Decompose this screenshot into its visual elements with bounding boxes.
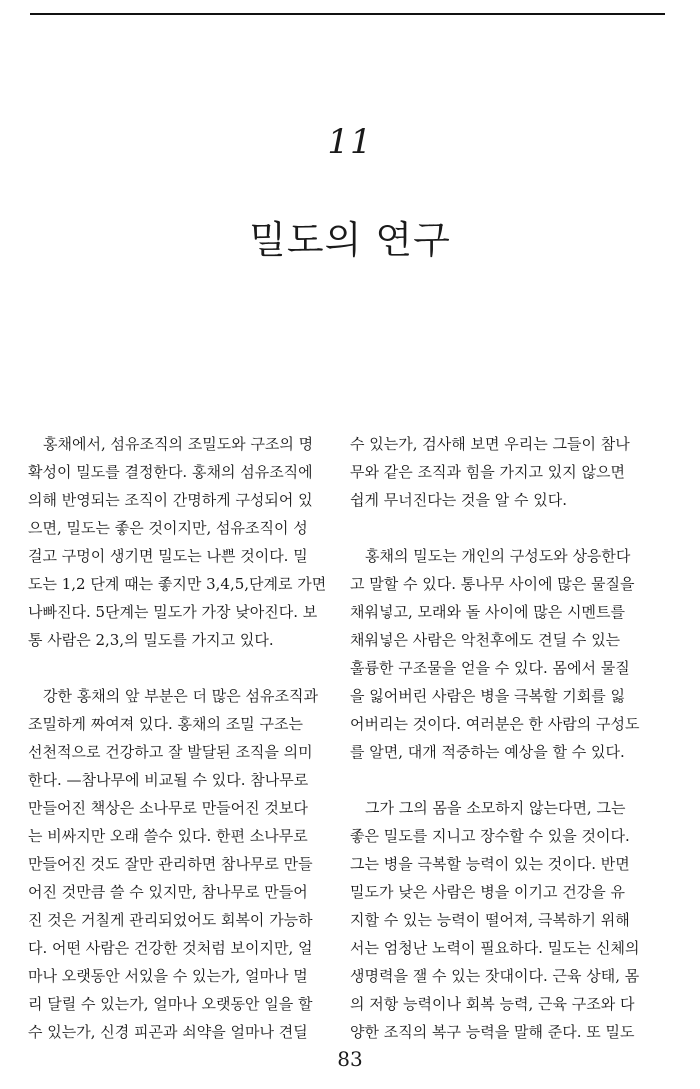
text-line: 의해 반영되는 조직이 간명하게 구성되어 있 xyxy=(28,491,313,509)
text-line: 다. 어떤 사람은 건강한 것처럼 보이지만, 얼 xyxy=(28,939,313,957)
text-line: 걸고 구멍이 생기면 밀도는 나쁜 것이다. 밀 xyxy=(28,547,308,565)
text-line: 통 사람은 2,3,의 밀도를 가지고 있다. xyxy=(28,631,274,649)
text-line: 어진 것만큼 쓸 수 있지만, 참나무로 만들어 xyxy=(28,883,308,901)
right-paragraph-3 xyxy=(350,794,655,1046)
text-line: 채워넣은 사람은 악천후에도 견딜 수 있는 xyxy=(350,631,621,649)
text-line: 훌륭한 구조물을 얻을 수 있다. 몸에서 물질 xyxy=(350,659,630,677)
text-line: 만들어진 것도 잘만 관리하면 참나무로 만들 xyxy=(28,855,313,873)
paragraph-gap xyxy=(350,514,655,542)
top-rule xyxy=(30,13,665,15)
text-line: 생명력을 잴 수 있는 잣대이다. 근육 상태, 몸 xyxy=(350,967,640,985)
text-line: 진 것은 거칠게 관리되었어도 회복이 가능하 xyxy=(28,911,313,929)
text-line: 그는 병을 극복할 능력이 있는 것이다. 반면 xyxy=(350,855,630,873)
text-line: 한다. —참나무에 비교될 수 있다. 참나무로 xyxy=(28,771,309,789)
text-line: 으면, 밀도는 좋은 것이지만, 섬유조직이 성 xyxy=(28,519,308,537)
text-line: 밀도가 낮은 사람은 병을 이기고 건강을 유 xyxy=(350,883,625,901)
text-line: 홍채의 밀도는 개인의 구성도와 상응한다 xyxy=(365,547,631,565)
text-line: 선천적으로 건강하고 잘 발달된 조직을 의미 xyxy=(28,743,313,761)
right-paragraph-2 xyxy=(350,542,655,766)
text-line: 강한 홍채의 앞 부분은 더 많은 섬유조직과 xyxy=(43,687,318,705)
text-line: 마나 오랫동안 서있을 수 있는가, 얼마나 멀 xyxy=(28,967,308,985)
text-line: 양한 조직의 복구 능력을 말해 준다. 또 밀도 xyxy=(350,1023,635,1041)
text-line: 좋은 밀도를 지니고 장수할 수 있을 것이다. xyxy=(350,827,630,845)
chapter-title: 밀도의 연구 xyxy=(249,218,451,262)
text-line: 쉽게 무너진다는 것을 알 수 있다. xyxy=(350,491,567,509)
left-paragraph-2 xyxy=(28,682,330,1046)
left-paragraph-1 xyxy=(28,430,330,654)
text-line: 리 달릴 수 있는가, 얼마나 오랫동안 일을 할 xyxy=(28,995,313,1013)
text-line: 홍채에서, 섬유조직의 조밀도와 구조의 명 xyxy=(43,435,314,453)
text-line: 무와 같은 조직과 힘을 가지고 있지 않으면 xyxy=(350,463,625,481)
left-column xyxy=(28,430,330,1046)
text-line: 도는 1,2 단계 때는 좋지만 3,4,5,단계로 가면 xyxy=(28,575,327,593)
right-paragraph-1 xyxy=(350,430,655,514)
text-line: 확성이 밀도를 결정한다. 홍채의 섬유조직에 xyxy=(28,463,313,481)
text-line: 를 알면, 대개 적중하는 예상을 할 수 있다. xyxy=(350,743,625,761)
text-line: 을 잃어버린 사람은 병을 극복할 기회를 잃 xyxy=(350,687,625,705)
text-line: 지할 수 있는 능력이 떨어져, 극복하기 위해 xyxy=(350,911,630,929)
paragraph-gap xyxy=(350,766,655,794)
text-line: 고 말할 수 있다. 통나무 사이에 많은 물질을 xyxy=(350,575,635,593)
text-line: 서는 엄청난 노력이 필요하다. 밀도는 신체의 xyxy=(350,939,640,957)
text-line: 는 비싸지만 오래 쓸수 있다. 한편 소나무로 xyxy=(28,827,308,845)
text-line: 의 저항 능력이나 회복 능력, 근육 구조와 다 xyxy=(350,995,635,1013)
text-line: 채워넣고, 모래와 돌 사이에 많은 시멘트를 xyxy=(350,603,625,621)
text-line: 만들어진 책상은 소나무로 만들어진 것보다 xyxy=(28,799,308,817)
chapter-number: 11 xyxy=(327,122,373,162)
text-line: 수 있는가, 신경 피곤과 쇠약을 얼마나 견딜 xyxy=(28,1023,308,1041)
text-line: 수 있는가, 검사해 보면 우리는 그들이 참나 xyxy=(350,435,630,453)
text-line: 어버리는 것이다. 여러분은 한 사람의 구성도 xyxy=(350,715,640,733)
text-line: 그가 그의 몸을 소모하지 않는다면, 그는 xyxy=(365,799,626,817)
text-line: 조밀하게 짜여져 있다. 홍채의 조밀 구조는 xyxy=(28,715,303,733)
paragraph-gap xyxy=(28,654,330,682)
text-line: 나빠진다. 5단계는 밀도가 가장 낮아진다. 보 xyxy=(28,603,318,621)
right-column xyxy=(350,430,655,1046)
page-number: 83 xyxy=(337,1047,363,1071)
